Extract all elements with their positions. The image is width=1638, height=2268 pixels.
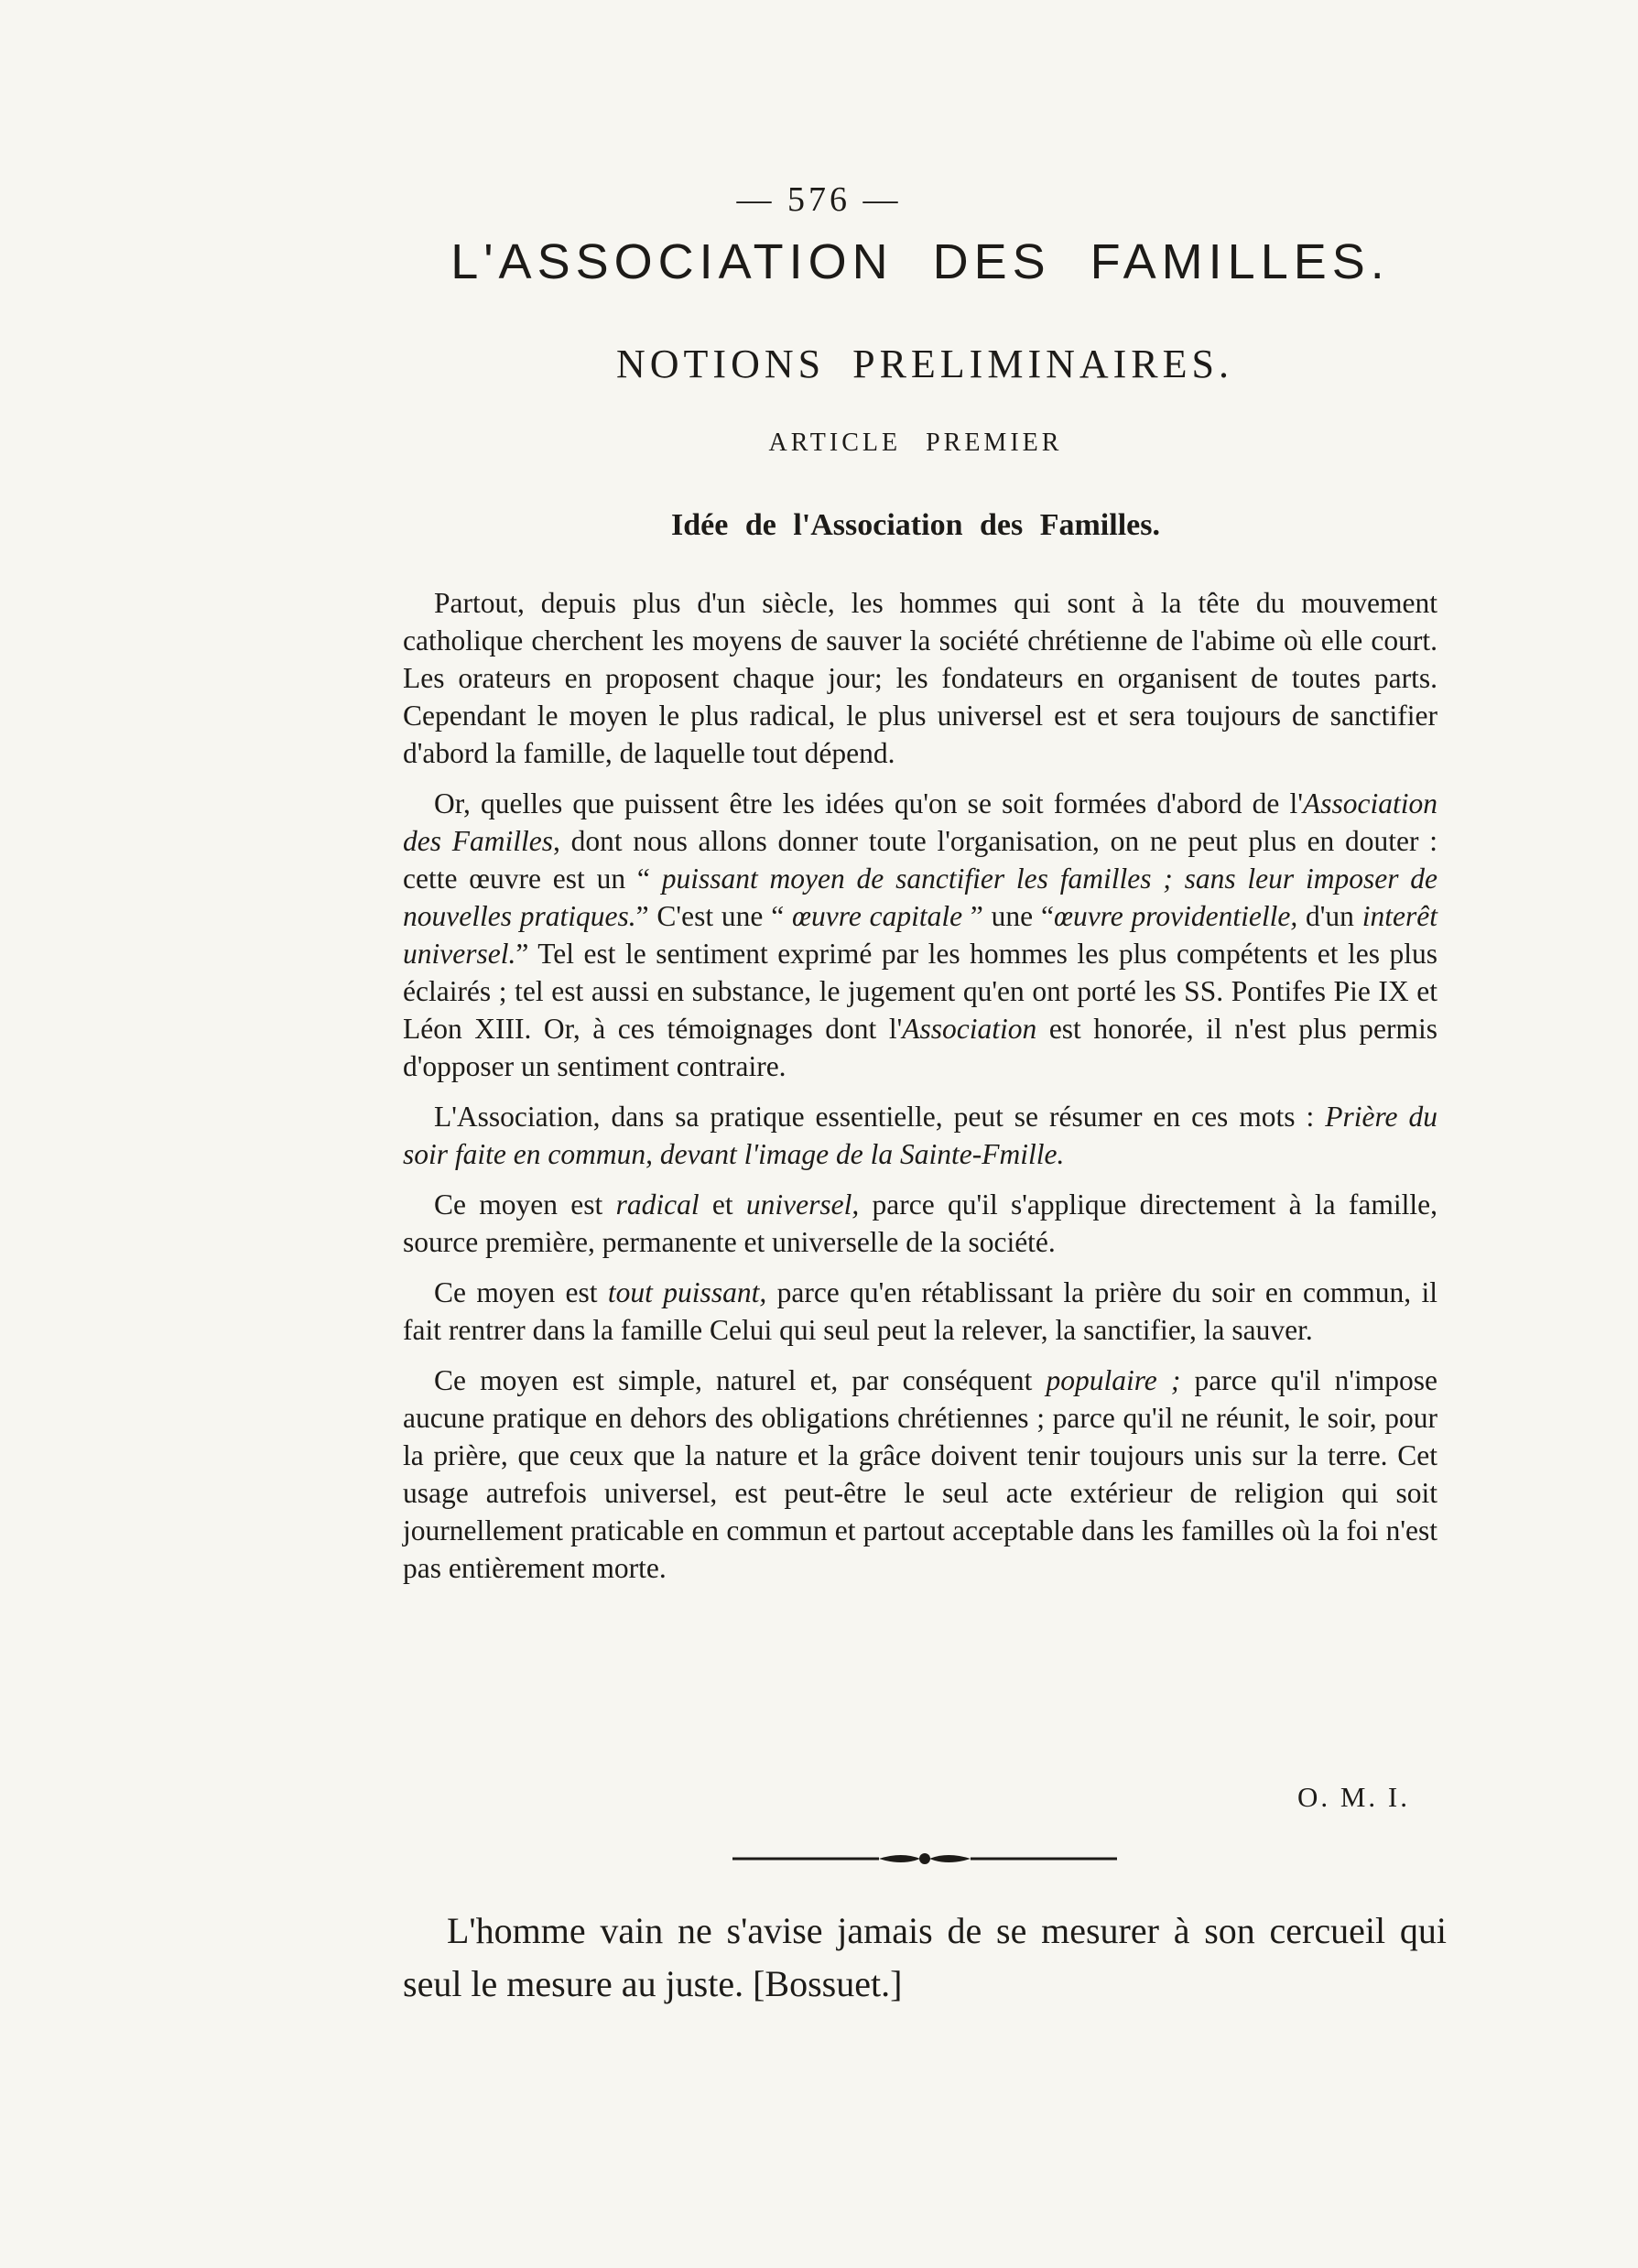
italic-text: populaire ; [1046,1364,1181,1396]
italic-text: tout puissant, [607,1276,767,1308]
body-text [403,584,1437,1600]
italic-text: œuvre capitale [791,900,963,932]
italic-text: Prière du soir faite en commun, devant l'image de la Sainte-Fmille. [403,1101,1437,1170]
text-run: d'un [1297,900,1362,932]
text-run: Ce moyen est [434,1188,616,1221]
italic-text: Association [902,1013,1037,1045]
text-run: Partout, depuis plus d'un siècle, les hommes qui sont à la tête du mouvement catholique cherchent les moyens de sauver la société chrétienne de l'abime où elle court. Les orateurs en proposent chaque jour; les fondateurs en organisent de toutes parts. Cependant le moyen le plus radical, le plus universel est et sera toujours de sanctifier d'abord la famille, de laquelle tout dépend. [403,587,1437,769]
text-run: parce qu'en rétablissant la prière du soir en commun, il fait rentrer dans la famille Celui qui seul peut la relever, la sanctifier, la sauver. [403,1276,1437,1346]
text-run: ” une “ [962,900,1054,932]
italic-text: radical [615,1188,700,1221]
text-run: parce qu'il s'applique directement à la famille, source première, permanente et universelle de la société. [403,1188,1438,1258]
text-run: L'Association, dans sa pratique essentielle, peut se résumer en ces mots : [434,1101,1326,1133]
closing-quote [403,1904,1447,2011]
article-heading: ARTICLE PREMIER [768,429,1063,457]
paragraph [403,1274,1437,1349]
italic-text: puissant moyen de sanctifier les familles ; sans leur imposer de nouvelles pratiques. [403,863,1437,932]
signature: O. M. I. [1296,1781,1410,1813]
italic-text: interêt universel. [403,900,1437,970]
main-title: L'ASSOCIATION DES FAMILLES. [450,234,1390,289]
text-run: Ce moyen est simple, naturel et, par conséquent [434,1364,1047,1396]
paragraph [403,584,1437,772]
text-run: parce qu'il n'impose aucune pratique en dehors des obligations chrétiennes ; parce qu'il ne réunit, le soir, pour la prière, que ceux que la nature et la grâce doivent tenir toujours unis sur la terre. Cet usage autrefois universel, est peut-être le seul acte extérieur de religion qui soit journellement praticable en commun et partout acceptable dans les familles où la foi n'est pas entièrement morte. [403,1364,1437,1584]
page-number: — 576 — [736,180,902,219]
paragraph [403,1362,1437,1587]
section-heading: Idée de l'Association des Familles. [671,508,1160,542]
text-run: est honorée, il n'est plus permis d'opposer un sentiment contraire. [403,1013,1437,1082]
quote-text: L'homme vain ne s'avise jamais de se mesurer à son cercueil qui seul le mesure au juste. [Bossuet.] [403,1910,1447,2004]
ornamental-divider [732,1840,1117,1877]
text-run: ” C'est une “ [635,900,792,932]
italic-text: universel, [745,1188,860,1221]
text-run: Ce moyen est [434,1276,608,1308]
paragraph [403,1186,1437,1261]
paragraph [403,1098,1437,1173]
text-run: Or, quelles que puissent être les idées qu'on se soit formées d'abord de l' [434,787,1303,819]
italic-text: œuvre providentielle, [1053,900,1298,932]
text-run: , dont nous allons donner toute l'organisation, on ne peut plus en douter : cette œuvre est un “ [403,825,1437,895]
text-run: ” Tel est le sentiment exprimé par les hommes les plus compétents et les plus éclairés ; tel est aussi en substance, le jugement qu'en ont porté les SS. Pontifes Pie IX et Léon XIII. Or, à ces témoignages dont l' [403,938,1437,1045]
subtitle: NOTIONS PRELIMINAIRES. [616,342,1233,386]
text-run: et [699,1188,746,1221]
italic-text: Association des Familles [403,787,1437,857]
paragraph [403,785,1437,1085]
